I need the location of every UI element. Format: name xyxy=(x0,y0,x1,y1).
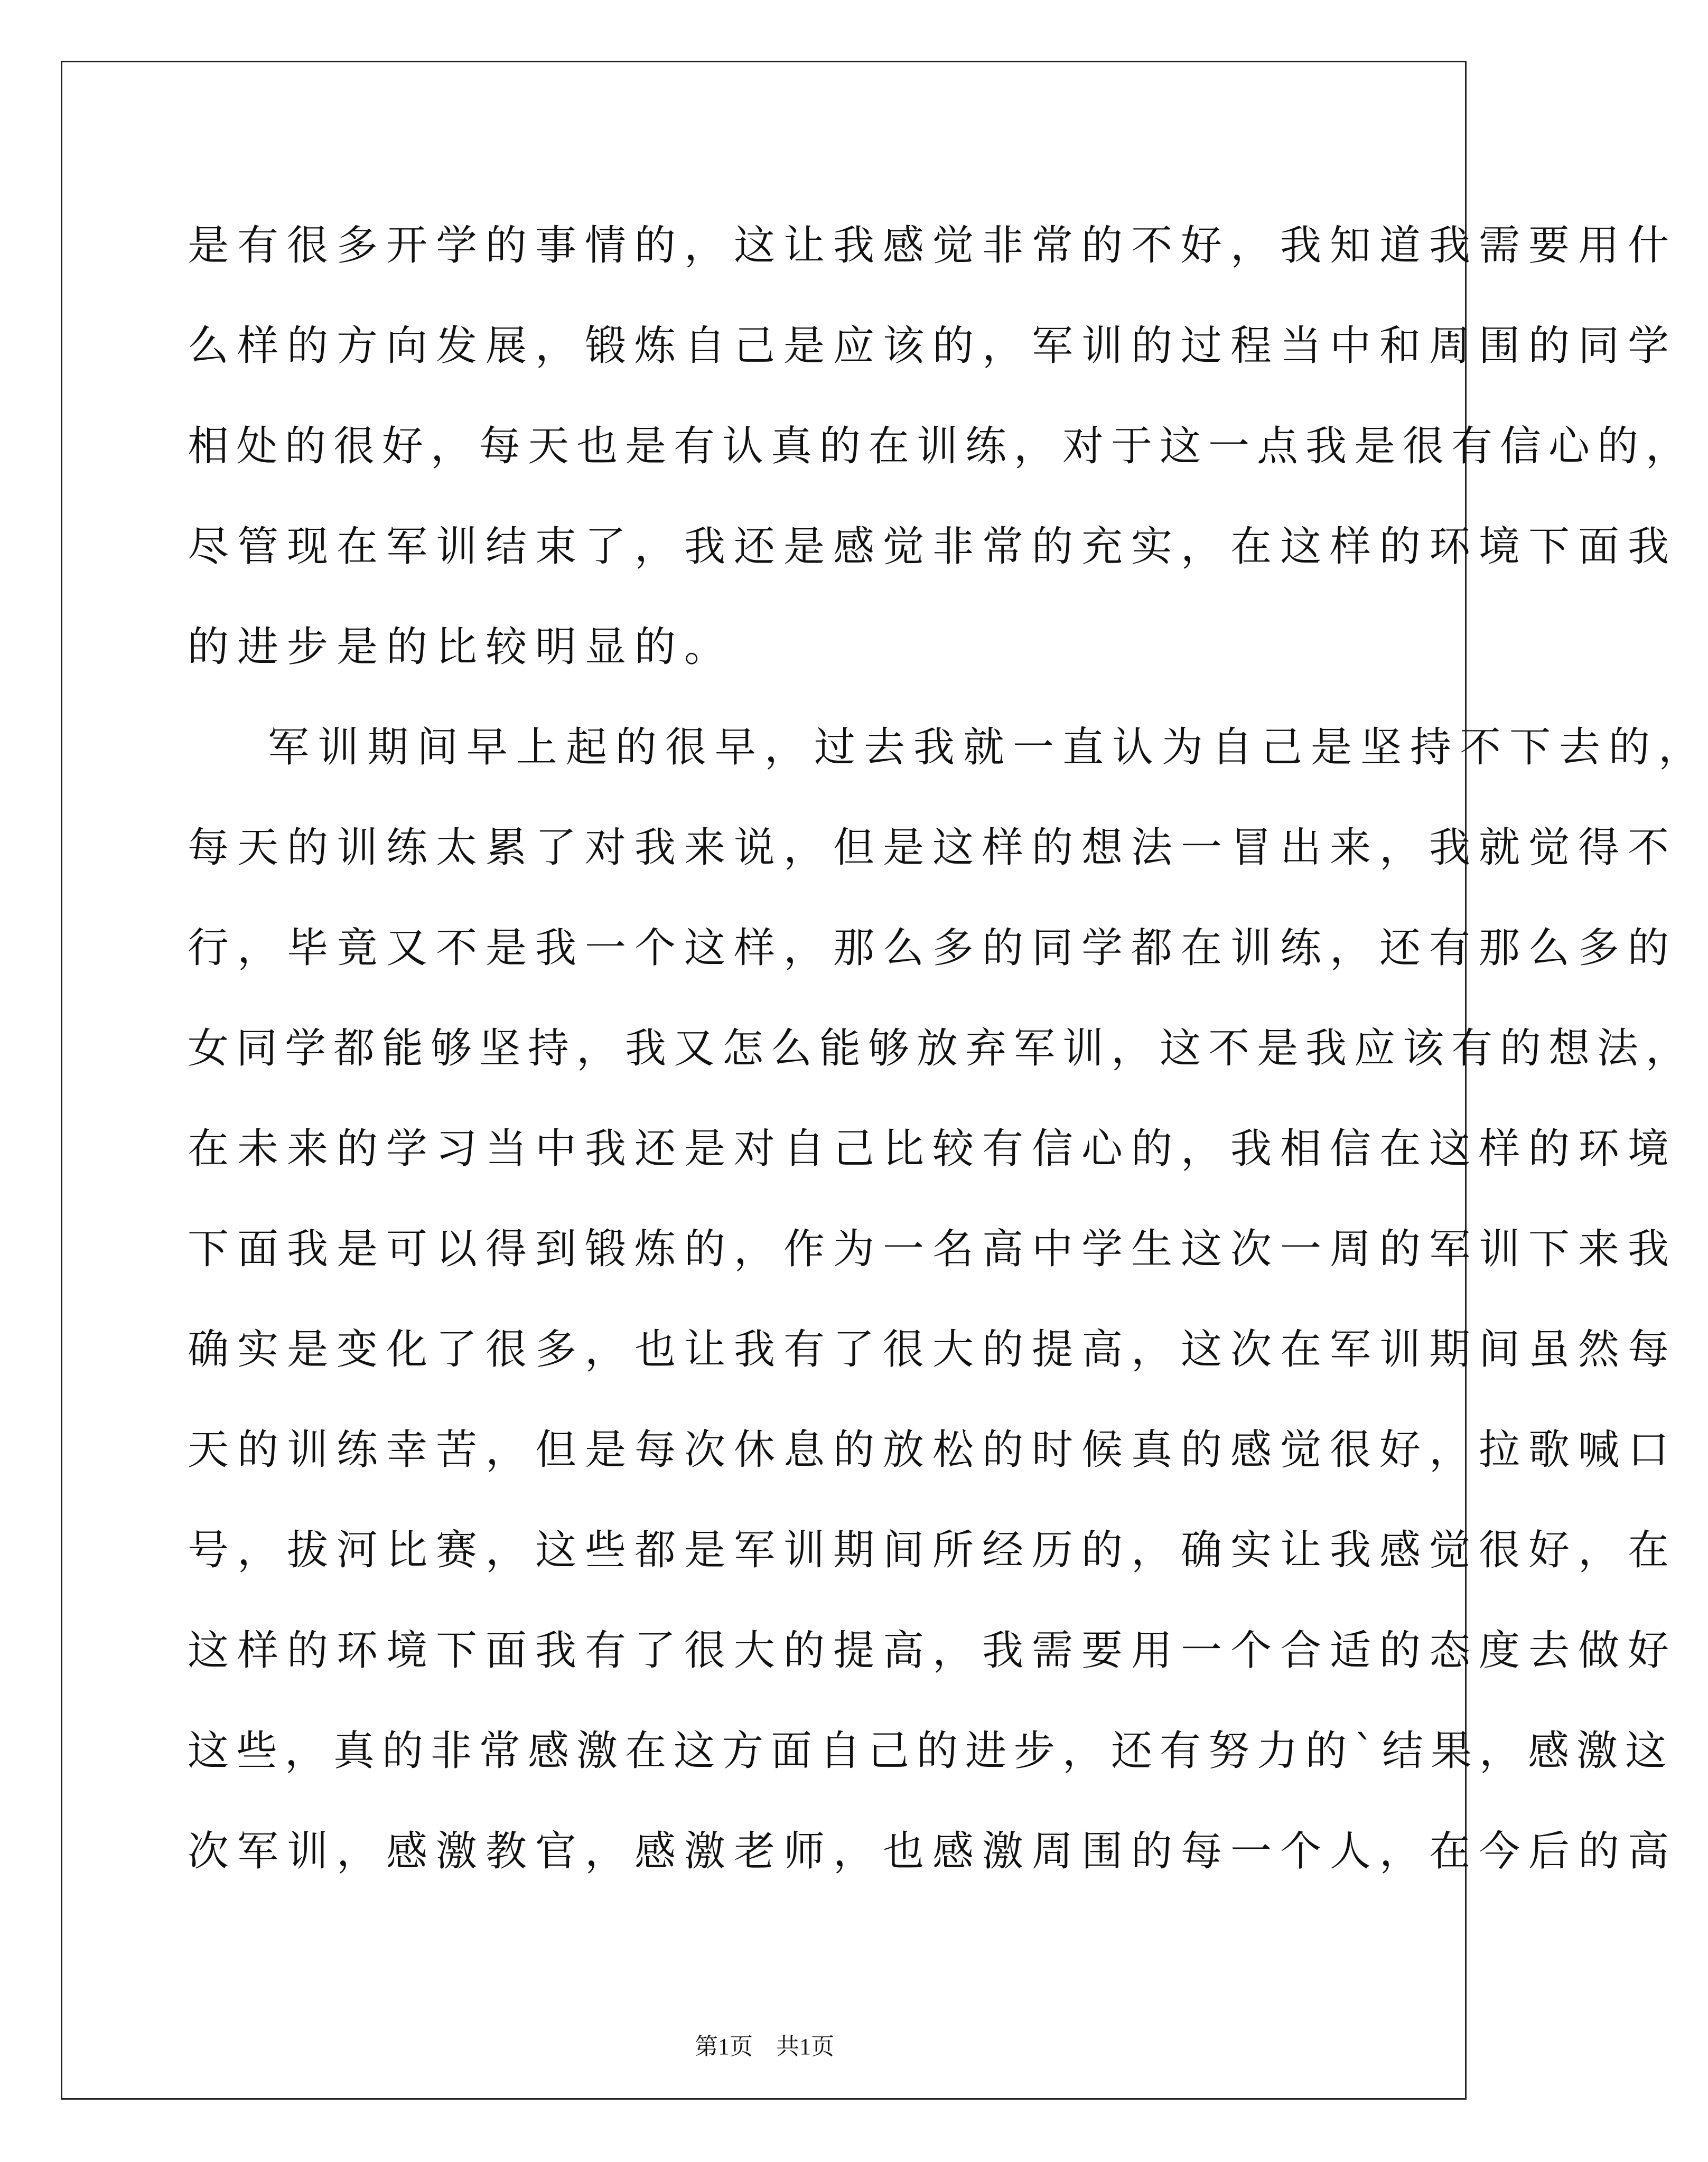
text-line: 是有很多开学的事情的，这让我感觉非常的不好，我知道我需要用什 xyxy=(188,222,1678,269)
text-line: 这样的环境下面我有了很大的提高，我需要用一个合适的态度去做好 xyxy=(188,1627,1678,1674)
page-total: 共1页 xyxy=(776,2034,834,2060)
text-line: 么样的方向发展，锻炼自己是应该的，军训的过程当中和周围的同学 xyxy=(188,322,1678,370)
text-line: 每天的训练太累了对我来说，但是这样的想法一冒出来，我就觉得不 xyxy=(188,824,1678,872)
text-line: 下面我是可以得到锻炼的，作为一名高中学生这次一周的军训下来我 xyxy=(188,1225,1678,1273)
text-line: 天的训练幸苦，但是每次休息的放松的时候真的感觉很好，拉歌喊口 xyxy=(188,1426,1678,1474)
paragraph-first-line: 军训期间早上起的很早，过去我就一直认为自己是坚持不下去的， xyxy=(268,724,1708,771)
text-line: 的进步是的比较明显的。 xyxy=(188,623,734,671)
text-line: 尽管现在军训结束了，我还是感觉非常的充实，在这样的环境下面我 xyxy=(188,523,1678,570)
text-line: 次军训，感激教官，感激老师，也感激周围的每一个人，在今后的高 xyxy=(188,1828,1678,1875)
text-line: 这些，真的非常感激在这方面自己的进步，还有努力的`结果，感激这 xyxy=(188,1727,1674,1775)
text-line: 相处的很好，每天也是有认真的在训练，对于这一点我是很有信心的， xyxy=(188,423,1695,470)
document-body xyxy=(188,195,1708,1902)
page-number: 第1页 xyxy=(695,2034,753,2060)
text-line: 在未来的学习当中我还是对自己比较有信心的，我相信在这样的环境 xyxy=(188,1125,1678,1173)
text-line: 行，毕竟又不是我一个这样，那么多的同学都在训练，还有那么多的 xyxy=(188,924,1678,972)
text-line: 号，拔河比赛，这些都是军训期间所经历的，确实让我感觉很好，在 xyxy=(188,1527,1678,1574)
page-footer xyxy=(0,2031,1529,2063)
text-line: 确实是变化了很多，也让我有了很大的提高，这次在军训期间虽然每 xyxy=(188,1326,1678,1373)
text-line: 女同学都能够坚持，我又怎么能够放弃军训，这不是我应该有的想法， xyxy=(188,1025,1695,1072)
